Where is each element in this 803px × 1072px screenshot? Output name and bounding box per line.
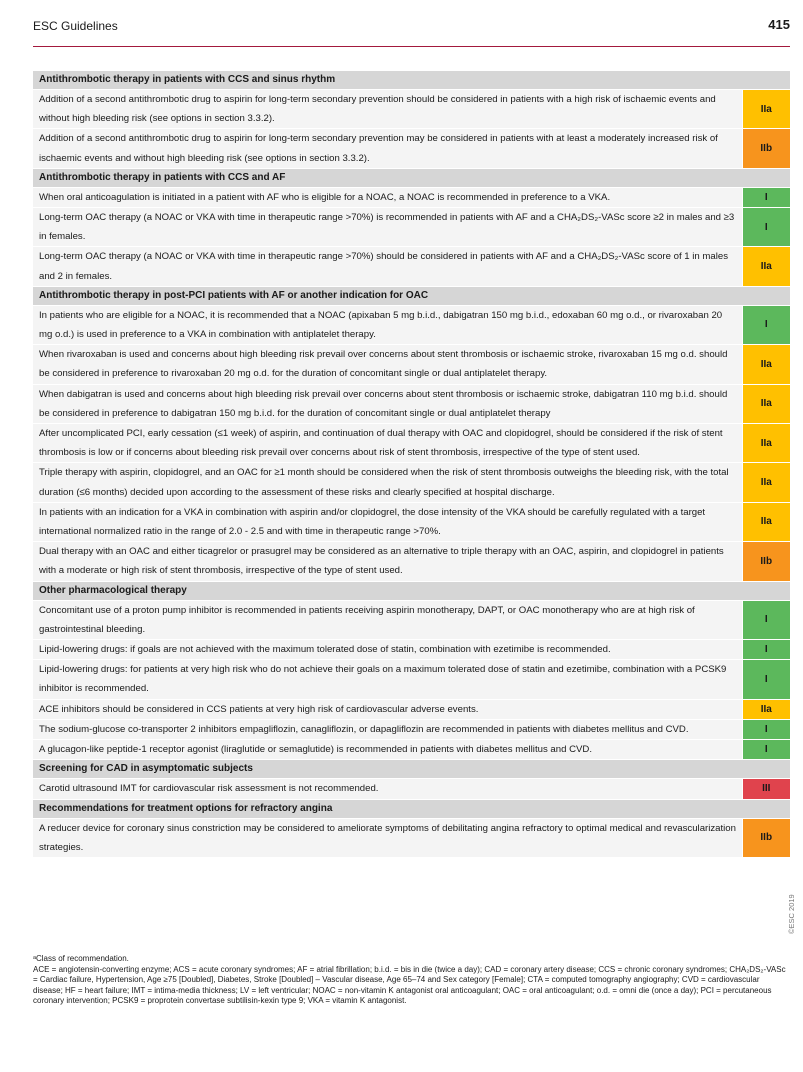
class-badge-iia: IIa [742, 463, 790, 502]
class-badge-iib: IIb [742, 129, 790, 168]
class-badge-iia: IIa [742, 247, 790, 286]
page-header [33, 16, 790, 47]
recommendation-row [33, 719, 790, 739]
class-badge-i: I [742, 640, 790, 660]
recommendation-text: Long-term OAC therapy (a NOAC or VKA with time in therapeutic range >70%) is recommended in patients with AF and a CHA₂DS₂-VASc score ≥2 in males and ≥3 in females. [33, 208, 742, 247]
recommendation-text: The sodium-glucose co-transporter 2 inhibitors empagliflozin, canagliflozin, or dapagliflozin are recommended in patients with diabetes mellitus and CVD. [33, 719, 742, 739]
section-heading-row [33, 760, 790, 779]
recommendation-text: ACE inhibitors should be considered in CCS patients at very high risk of cardiovascular adverse events. [33, 699, 742, 719]
recommendation-text: A glucagon-like peptide-1 receptor agonist (liraglutide or semaglutide) is recommended in patients with diabetes mellitus and CVD. [33, 740, 742, 760]
recommendation-row [33, 208, 790, 247]
recommendation-row [33, 640, 790, 660]
recommendation-row [33, 90, 790, 129]
recommendation-row [33, 247, 790, 286]
running-title: ESC Guidelines [33, 19, 118, 33]
section-heading: Recommendations for treatment options for refractory angina [33, 799, 742, 818]
section-heading: Antithrombotic therapy in post-PCI patients with AF or another indication for OAC [33, 286, 742, 305]
recommendation-text: When dabigatran is used and concerns about high bleeding risk prevail over concerns about stent thrombosis or ischaemic stroke, dabigatran 110 mg b.i.d. should be considered in preference to dabigatran 150 mg b.i.d. for the duration of concomitant single or dual antiplatelet therapy [33, 384, 742, 423]
esc-watermark: ©ESC 2019 [787, 894, 796, 934]
recommendation-row [33, 779, 790, 799]
section-heading: Other pharmacological therapy [33, 581, 742, 600]
recommendation-row [33, 502, 790, 541]
recommendation-text: Carotid ultrasound IMT for cardiovascular risk assessment is not recommended. [33, 779, 742, 799]
recommendation-row [33, 542, 790, 581]
section-heading-row [33, 71, 790, 90]
recommendation-text: Addition of a second antithrombotic drug to aspirin for long-term secondary prevention may be considered in patients with at least a moderately increased risk of ischaemic events and without high bleeding risk (see options in section 3.3.2). [33, 129, 742, 168]
section-heading: Antithrombotic therapy in patients with CCS and AF [33, 168, 742, 187]
page-number: 415 [768, 17, 790, 32]
section-heading-row [33, 581, 790, 600]
footnote-class: ᵃClass of recommendation. [33, 954, 129, 963]
class-badge-i: I [742, 600, 790, 639]
class-badge-iib: IIb [742, 818, 790, 857]
recommendation-row [33, 129, 790, 168]
recommendation-row [33, 187, 790, 207]
recommendation-text: Triple therapy with aspirin, clopidogrel, and an OAC for ≥1 month should be considered when the risk of stent thrombosis outweighs the bleeding risk, with the total duration (≤6 months) decided upon according to the assessment of these risks and clearly specified at hospital discharge. [33, 463, 742, 502]
section-heading-row [33, 168, 790, 187]
class-badge-i: I [742, 719, 790, 739]
recommendation-text: Concomitant use of a proton pump inhibitor is recommended in patients receiving aspirin monotherapy, DAPT, or OAC monotherapy who are at high risk of gastrointestinal bleeding. [33, 600, 742, 639]
recommendation-text: After uncomplicated PCI, early cessation (≤1 week) of aspirin, and continuation of dual therapy with OAC and clopidogrel, should be considered if the risk of stent thrombosis is low or if concerns about bleeding risk prevail over concerns about risk of stent thrombosis, irrespective of the type of stent used. [33, 424, 742, 463]
section-heading-row [33, 799, 790, 818]
class-badge-iia: IIa [742, 424, 790, 463]
class-badge-i: I [742, 187, 790, 207]
recommendation-row [33, 818, 790, 857]
recommendation-row [33, 660, 790, 699]
class-badge-iia: IIa [742, 345, 790, 384]
section-heading: Antithrombotic therapy in patients with CCS and sinus rhythm [33, 71, 742, 90]
section-heading-spacer [742, 760, 790, 779]
footnotes [33, 954, 790, 1007]
class-badge-i: I [742, 305, 790, 344]
class-badge-i: I [742, 660, 790, 699]
class-badge-iia: IIa [742, 502, 790, 541]
class-badge-iii: III [742, 779, 790, 799]
recommendation-text: Dual therapy with an OAC and either ticagrelor or prasugrel may be considered as an alternative to triple therapy with an OAC, aspirin, and clopidogrel in patients with a moderate or high risk of stent thrombosis, irrespective of the type of stent used. [33, 542, 742, 581]
recommendations-table [33, 71, 790, 858]
class-badge-iia: IIa [742, 699, 790, 719]
recommendation-text: When rivaroxaban is used and concerns about high bleeding risk prevail over concerns about stent thrombosis or ischaemic stroke, rivaroxaban 15 mg o.d. should be considered in preference to rivaroxaban 20 mg o.d. for the duration of concomitant single or dual antiplatelet therapy. [33, 345, 742, 384]
section-heading-spacer [742, 581, 790, 600]
footnote-abbreviations: ACE = angiotensin-converting enzyme; ACS = acute coronary syndromes; AF = atrial fibrillation; b.i.d. = bis in die (twice a day); CAD = coronary artery disease; CCS = chronic coronary syndromes; CHA₂DS₂-VASc = Cardiac failure, Hypertension, Age ≥75 [Doubled], Diabetes, Stroke [Doubled] – Vascular disease, Age 65–74 and Sex category [Female]; CTA = computed tomography angiography; CVD = cardiovascular disease; HF = heart failure; IMT = intima-media thickness; LV = left ventricular; NOAC = non-vitamin K antagonist oral anticoagulant; OAC = oral anticoagulant; o.d. = omni die (once a day); PCI = percutaneous coronary intervention; PCSK9 = proprotein convertase subtilisin-kexin type 9; VKA = vitamin K antagonist. [33, 964, 786, 1006]
recommendation-row [33, 740, 790, 760]
recommendation-text: Lipid-lowering drugs: if goals are not achieved with the maximum tolerated dose of statin, combination with ezetimibe is recommended. [33, 640, 742, 660]
recommendation-row [33, 600, 790, 639]
recommendation-row [33, 305, 790, 344]
class-badge-i: I [742, 740, 790, 760]
recommendation-text: When oral anticoagulation is initiated in a patient with AF who is eligible for a NOAC, a NOAC is recommended in preference to a VKA. [33, 187, 742, 207]
recommendation-row [33, 384, 790, 423]
recommendation-text: In patients who are eligible for a NOAC, it is recommended that a NOAC (apixaban 5 mg b.i.d., dabigatran 150 mg b.i.d., edoxaban 60 mg o.d., or rivaroxaban 20 mg o.d.) is used in preference to a VKA in combination with antiplatelet therapy. [33, 305, 742, 344]
recommendation-row [33, 699, 790, 719]
section-heading-spacer [742, 286, 790, 305]
class-badge-iib: IIb [742, 542, 790, 581]
section-heading-spacer [742, 71, 790, 90]
section-heading: Screening for CAD in asymptomatic subjects [33, 760, 742, 779]
section-heading-spacer [742, 168, 790, 187]
recommendation-text: Lipid-lowering drugs: for patients at very high risk who do not achieve their goals on a maximum tolerated dose of statin and ezetimibe, combination with a PCSK9 inhibitor is recommended. [33, 660, 742, 699]
recommendation-text: Long-term OAC therapy (a NOAC or VKA with time in therapeutic range >70%) should be considered in patients with AF and a CHA₂DS₂-VASc score of 1 in males and 2 in females. [33, 247, 742, 286]
section-heading-row [33, 286, 790, 305]
class-badge-iia: IIa [742, 90, 790, 129]
recommendation-row [33, 463, 790, 502]
recommendation-text: In patients with an indication for a VKA in combination with aspirin and/or clopidogrel, the dose intensity of the VKA should be carefully regulated with a target international normalized ratio in the range of 2.0 - 2.5 and with time in therapeutic range >70%. [33, 502, 742, 541]
class-badge-i: I [742, 208, 790, 247]
recommendation-row [33, 345, 790, 384]
recommendation-text: Addition of a second antithrombotic drug to aspirin for long-term secondary prevention should be considered in patients with a high risk of ischaemic events and without high bleeding risk (see options in section 3.3.2). [33, 90, 742, 129]
recommendation-row [33, 424, 790, 463]
section-heading-spacer [742, 799, 790, 818]
recommendation-text: A reducer device for coronary sinus constriction may be considered to ameliorate symptoms of debilitating angina refractory to optimal medical and revascularization strategies. [33, 818, 742, 857]
class-badge-iia: IIa [742, 384, 790, 423]
